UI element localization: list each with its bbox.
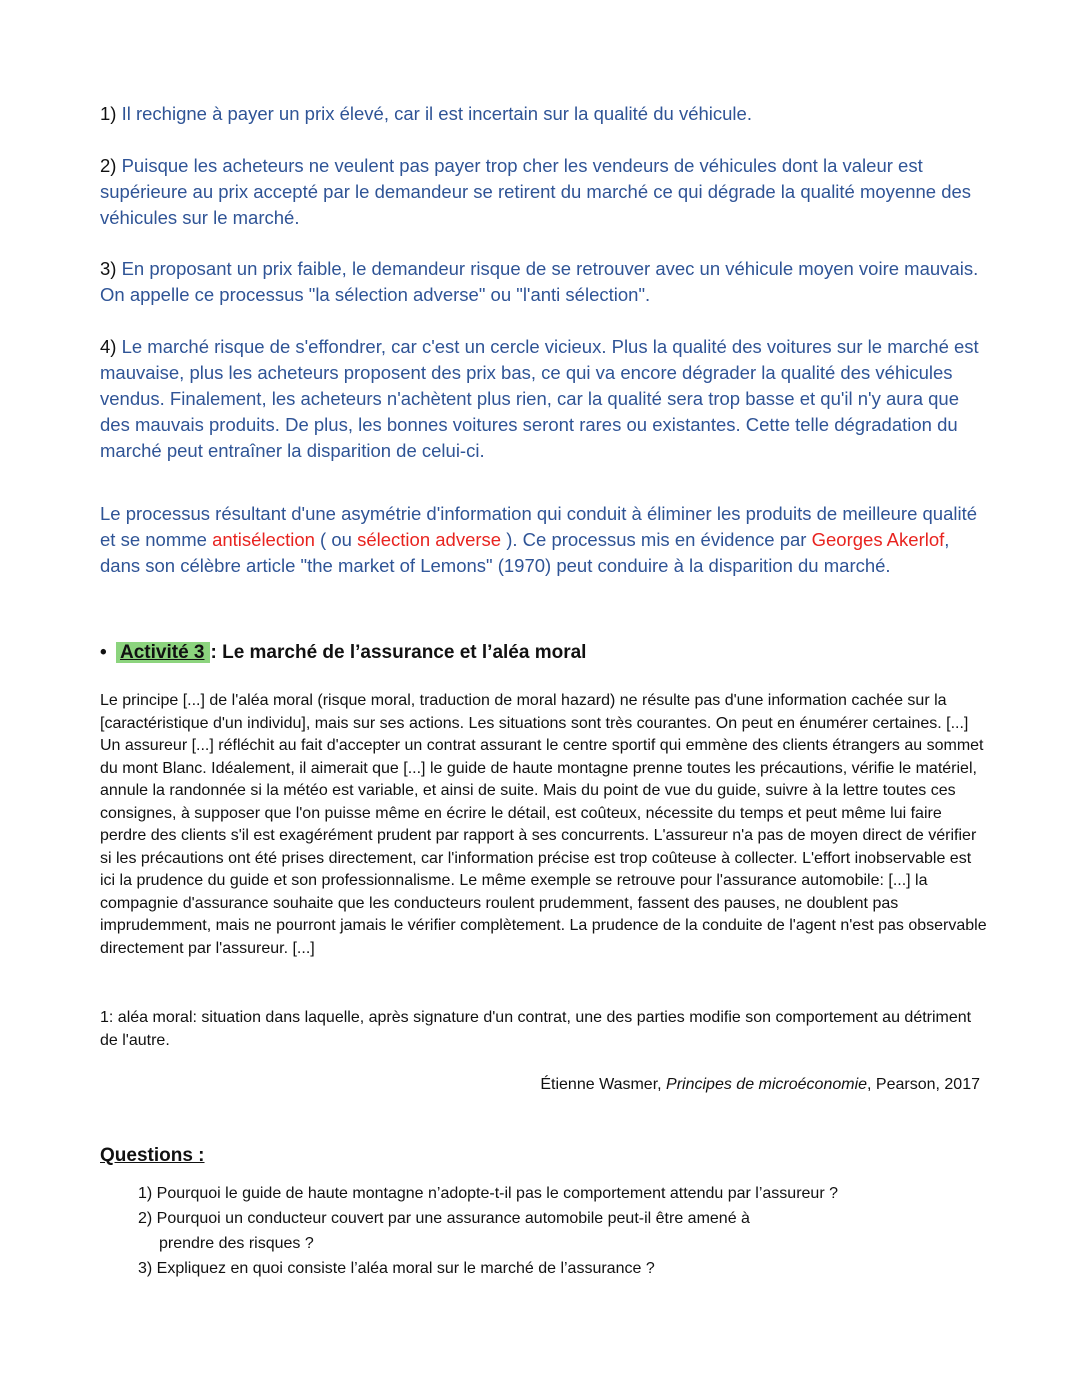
excerpt-text: Le principe [...] de l'aléa moral (risque moral, traduction de moral hazard) ne résulte pas d'une information cachée sur la [caractéristique d'un individu], mais sur ses actions. Les situations sont très courantes. On peut en énumérer certaines. [...] Un assureur [...] réfléchit au fait d'accepter un contrat assurant le centre sportif qui emmène des clients étrangers au sommet du mont Blanc. Idéalement, il aimerait que [...] le guide de haute montagne prenne toutes les précautions, vérifie le matériel, annule la randonnée si la météo est variable, et ainsi de suite. Mais du point de vue du guide, suivre à la lettre toutes ces consignes, à supposer que l'on puisse même en écrire le détail, est coûteux, nécessite du temps et peut même lui faire perdre des clients s'il est exagérément prudent par rapport à ses concurrents. L'assureur n'a pas de moyen direct de vérifier si les précautions ont été prises directement, car l'information précise est trop coûteuse à collecter. L'effort inobservable est ici la prudence du guide et son professionnalisme. Le même exemple se retrouve pour l'assurance automobile: [...] la compagnie d'assurance souhaite que les conducteurs roulent prudemment, fassent des pauses, ne doublent pas imprudemment, mais ne pourront jamais le vérifier complètement. La prudence de la conduite de l'agent n'est pas observable directement par l'assureur. [...] — [100, 692, 987, 957]
question-2: 2) Pourquoi un conducteur couvert par une assurance automobile peut-il être amené à — [138, 1210, 750, 1227]
source-citation — [540, 1074, 980, 1097]
summary-text: ( ou — [314, 529, 358, 550]
answer-text: En proposant un prix faible, le demandeur risque de se retrouver avec un véhicule moyen voire mauvais. On appelle ce processus "la sélection adverse" ou "l'anti sélection". — [100, 258, 979, 305]
questions-title: Questions : — [100, 1145, 205, 1166]
activity-title: : Le marché de l’assurance et l’aléa moral — [210, 642, 587, 663]
answer-number: 4) — [100, 336, 117, 357]
source-book: Principes de microéconomie — [666, 1076, 868, 1093]
question-2-continuation: prendre des risques ? — [159, 1235, 314, 1252]
question-3: 3) Expliquez en quoi consiste l’aléa moral sur le marché de l’assurance ? — [138, 1260, 655, 1277]
answer-text: Le marché risque de s'effondrer, car c'est un cercle vicieux. Plus la qualité des voitures sur le marché est mauvaise, plus les acheteurs proposent des prix bas, ce qui va encore dégrader la qualité des véhicules vendus. Finalement, les acheteurs n'achètent plus rien, car la qualité sera trop basse et qu'il n'y aura que des mauvais produits. De plus, les bonnes voitures seront rares ou existantes. Cette telle dégradation du marché peut entraîner la disparition de celui-ci. — [100, 336, 979, 461]
author-name: Georges Akerlof — [811, 529, 945, 550]
answer-text: Puisque les acheteurs ne veulent pas payer trop cher les vendeurs de véhicules dont la valeur est supérieure au prix accepté par le demandeur se retirent du marché ce qui dégrade la qualité moyenne des véhicules sur le marché. — [100, 155, 972, 228]
footnote: 1: aléa moral: situation dans laquelle, après signature d'un contrat, une des parties modifie son comportement au détriment de l'autre. — [100, 1009, 972, 1049]
answer-1 — [100, 101, 990, 127]
summary-text: , dans son célèbre article "the market of Lemons" (1970) peut conduire à la disparition du marché. — [100, 529, 950, 576]
answer-text: Il rechigne à payer un prix élevé, car il est incertain sur la qualité du véhicule. — [116, 103, 752, 124]
answer-3 — [100, 256, 990, 308]
term-antiselection: antisélection — [212, 529, 315, 550]
source-publisher: , Pearson, 2017 — [867, 1076, 980, 1093]
activity-label: Activité 3 — [116, 642, 210, 663]
bullet-icon: • — [100, 642, 107, 663]
answer-4 — [100, 334, 990, 464]
question-1: 1) Pourquoi le guide de haute montagne n’adopte-t-il pas le comportement attendu par l’assureur ? — [138, 1185, 838, 1202]
answer-number: 2) — [100, 155, 117, 176]
answer-number: 3) — [100, 258, 117, 279]
summary-paragraph — [100, 501, 990, 579]
answer-number: 1) — [100, 103, 117, 124]
answer-2 — [100, 153, 990, 231]
summary-text: Le processus résultant d'une asymétrie d'information qui conduit à éliminer les produits de meilleure qualité et se nomme — [100, 503, 978, 550]
source-author: Étienne Wasmer, — [540, 1076, 667, 1093]
activity-heading — [100, 642, 586, 664]
summary-text: ). Ce processus mis en évidence par — [501, 529, 812, 550]
term-selection-adverse: sélection adverse — [357, 529, 502, 550]
questions-list — [138, 1181, 938, 1281]
